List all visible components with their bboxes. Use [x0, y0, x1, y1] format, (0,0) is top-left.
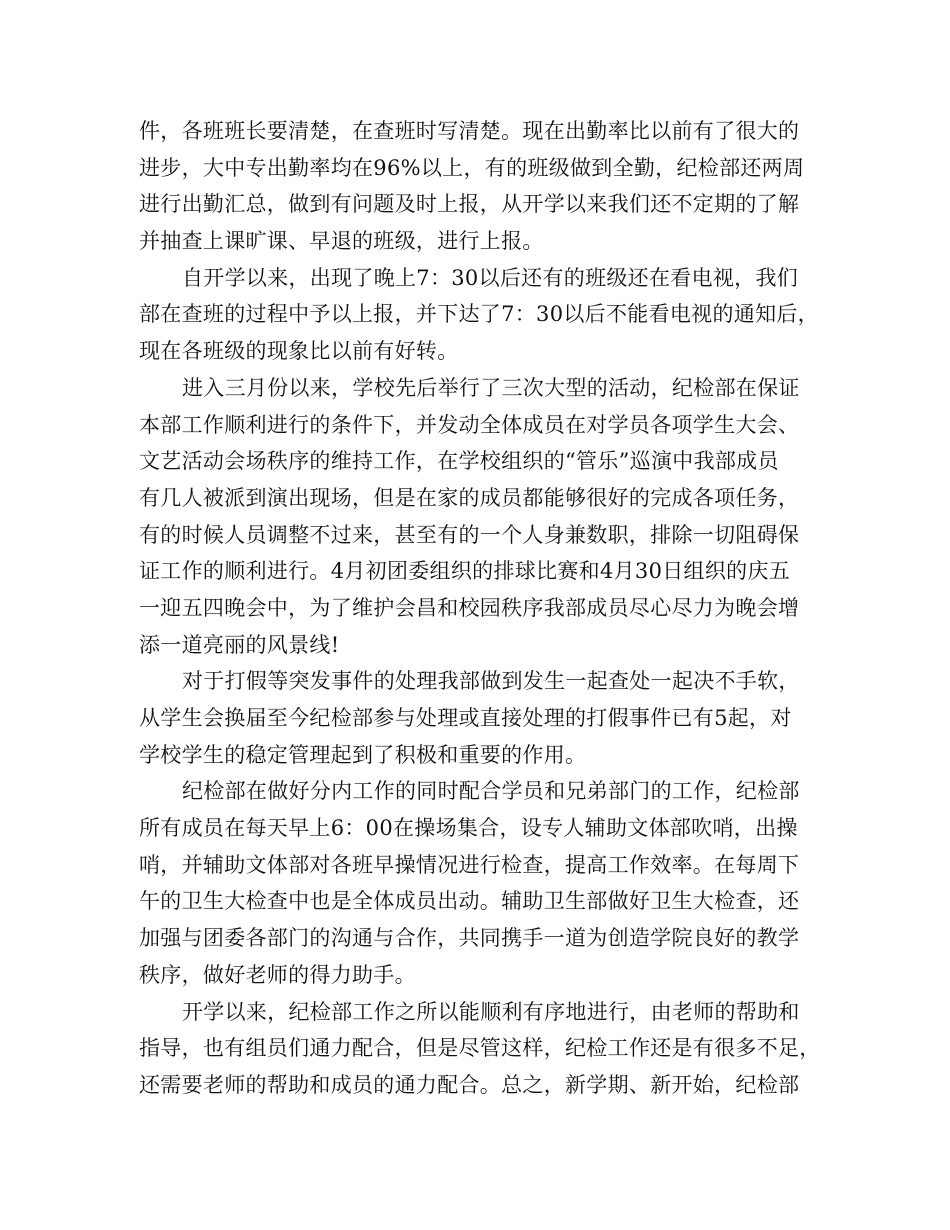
text-line: 有几人被派到演出现场，但是在家的成员都能够很好的完成各项任务， [139, 485, 800, 510]
text-line: 纪检部在做好分内工作的同时配合学员和兄弟部门的工作，纪检部 [182, 779, 800, 804]
text-line: 对于打假等突发事件的处理我部做到发生一起查处一起决不手软， [182, 669, 800, 694]
document-body [139, 113, 829, 1104]
text-line: 学校学生的稳定管理起到了积极和重要的作用。 [139, 742, 587, 767]
text-line: 进行出勤汇总，做到有问题及时上报，从开学以来我们还不定期的了解 [139, 192, 800, 217]
text-line: 秩序，做好老师的得力助手。 [139, 962, 416, 987]
text-line: 进入三月份以来，学校先后举行了三次大型的活动，纪检部在保证 [182, 375, 800, 400]
text-line: 有的时候人员调整不过来，甚至有的一个人身兼数职，排除一切阻碍保 [139, 522, 800, 547]
text-line: 进步，大中专出勤率均在96%以上，有的班级做到全勤，纪检部还两周 [139, 155, 805, 180]
text-line: 加强与团委各部门的沟通与合作，共同携手一道为创造学院良好的教学 [139, 926, 800, 951]
text-line: 所有成员在每天早上6：00在操场集合，设专人辅助文体部吹哨，出操 [139, 816, 798, 841]
text-line: 哨，并辅助文体部对各班早操情况进行检查，提高工作效率。在每周下 [139, 852, 800, 877]
text-line: 添一道亮丽的风景线! [139, 632, 340, 657]
text-line: 从学生会换届至今纪检部参与处理或直接处理的打假事件已有5起，对 [139, 706, 792, 730]
text-line: 部在查班的过程中予以上报，并下达了7：30以后不能看电视的通知后， [139, 302, 819, 327]
text-line: 午的卫生大检查中也是全体成员出动。辅助卫生部做好卫生大检查，还 [139, 889, 800, 914]
text-line: 一迎五四晚会中，为了维护会昌和校园秩序我部成员尽心尽力为晚会增 [139, 595, 800, 620]
text-line: 还需要老师的帮助和成员的通力配合。总之，新学期、新开始，纪检部 [139, 1072, 800, 1097]
text-line: 自开学以来，出现了晚上7：30以后还有的班级还在看电视，我们 [182, 265, 799, 290]
text-line: 并抽查上课旷课、早退的班级，进行上报。 [139, 229, 544, 254]
text-line: 本部工作顺利进行的条件下，并发动全体成员在对学员各项学生大会、 [139, 412, 800, 437]
text-line: 件，各班班长要清楚，在查班时写清楚。现在出勤率比以前有了很大的 [139, 119, 800, 143]
text-line: 指导，也有组员们通力配合，但是尽管这样，纪检工作还是有很多不足， [139, 1036, 821, 1061]
text-line: 证工作的顺利进行。4月初团委组织的排球比赛和4月30日组织的庆五 [139, 559, 791, 584]
text-line: 现在各班级的现象比以前有好转。 [139, 339, 459, 364]
text-line: 文艺活动会场秩序的维持工作，在学校组织的“管乐”巡演中我部成员 [139, 449, 779, 474]
text-line: 开学以来，纪检部工作之所以能顺利有序地进行，由老师的帮助和 [182, 999, 800, 1024]
